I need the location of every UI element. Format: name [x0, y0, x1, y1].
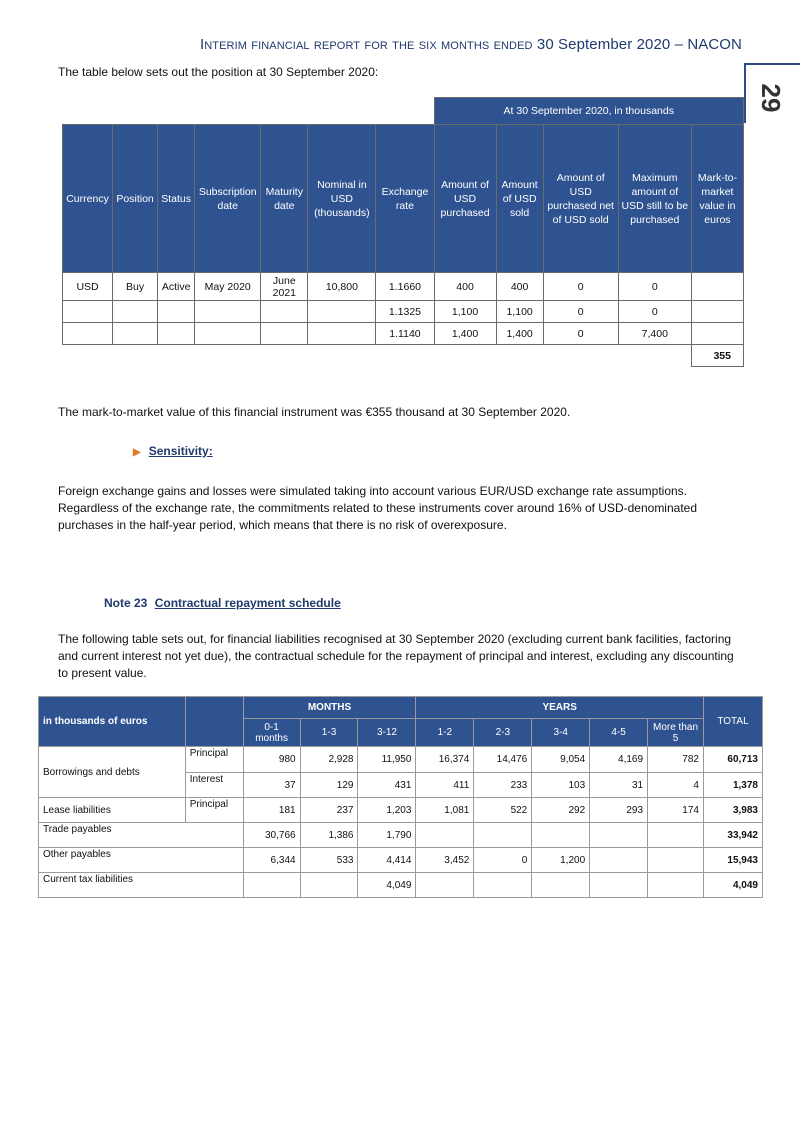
sensitivity-text: Foreign exchange gains and losses were simulated taking into account various EUR/USD exchange rate assumptions. Regardless of the exchange rate, the commitments related to these instruments cover around 16% of USD-denominated purchases in the half-year period, which means that there is no risk of overexposure.: [58, 484, 698, 532]
period-header: 0-1 months: [243, 719, 300, 747]
table-cell: [308, 323, 376, 345]
table-cell: [474, 823, 532, 848]
header-title-tail: 30 September 2020 – NACON: [536, 36, 742, 53]
table-row: [63, 273, 744, 301]
table-cell: 0: [474, 848, 532, 873]
table-cell: 293: [590, 798, 648, 823]
fx-group-header: At 30 September 2020, in thousands: [434, 98, 744, 125]
mtm-total: 355: [691, 345, 743, 367]
table-cell: [261, 301, 308, 323]
table-cell: 1,200: [532, 848, 590, 873]
table-cell: USD: [63, 273, 113, 301]
note-23-heading: [104, 596, 341, 610]
table-cell: 400: [496, 273, 543, 301]
table-cell: 1,100: [496, 301, 543, 323]
table-cell: 0: [543, 323, 618, 345]
table-cell: June 2021: [261, 273, 308, 301]
table-cell: 980: [243, 747, 300, 773]
period-header: 3-4: [532, 719, 590, 747]
table-cell: 1,100: [434, 301, 496, 323]
table-cell: 1,081: [416, 798, 474, 823]
sensitivity-heading-text: Sensitivity:: [148, 444, 213, 458]
table-cell: 31: [590, 773, 648, 798]
note-label: Note 23: [104, 596, 148, 610]
table-cell: May 2020: [195, 273, 261, 301]
table-cell: [590, 873, 648, 898]
table-cell: [63, 301, 113, 323]
period-header: 1-3: [300, 719, 358, 747]
table-cell: 233: [474, 773, 532, 798]
table-cell: [416, 873, 474, 898]
row-total: 15,943: [703, 848, 762, 873]
table-row: [63, 323, 744, 345]
table-cell: 431: [358, 773, 416, 798]
row-total: 33,942: [703, 823, 762, 848]
table-cell: 522: [474, 798, 532, 823]
table-cell: 10,800: [308, 273, 376, 301]
table-cell: 400: [434, 273, 496, 301]
table-cell: [648, 823, 704, 848]
months-header: MONTHS: [243, 697, 416, 719]
table-cell: Buy: [113, 273, 158, 301]
table-cell: 0: [618, 301, 691, 323]
table-cell: 4,169: [590, 747, 648, 773]
page-header: [200, 36, 742, 53]
table-cell: 4,414: [358, 848, 416, 873]
table-cell: 181: [243, 798, 300, 823]
table-cell: 1.1325: [376, 301, 434, 323]
table-cell: 1.1660: [376, 273, 434, 301]
table-cell: 14,476: [474, 747, 532, 773]
table-row: [39, 873, 763, 898]
table-cell: [691, 323, 743, 345]
table-cell: [532, 873, 590, 898]
table-cell: [590, 823, 648, 848]
period-header: 2-3: [474, 719, 532, 747]
table-cell: [195, 323, 261, 345]
total-header: TOTAL: [703, 697, 762, 747]
table-cell: [158, 323, 195, 345]
table-cell: 0: [618, 273, 691, 301]
fx-col-header: Exchange rate: [376, 125, 434, 273]
table-cell: [261, 323, 308, 345]
table-row: [39, 798, 763, 823]
fx-col-header: Amount of USD purchased net of USD sold: [543, 125, 618, 273]
row-label: Lease liabilities: [39, 798, 186, 823]
table-cell: 0: [543, 301, 618, 323]
table-cell: 37: [243, 773, 300, 798]
row-label: Other payables: [39, 848, 244, 873]
table-row: [39, 848, 763, 873]
sensitivity-heading: [133, 444, 213, 458]
table-cell: 4: [648, 773, 704, 798]
fx-col-header: Maximum amount of USD still to be purchased: [618, 125, 691, 273]
table-cell: [308, 301, 376, 323]
years-header: YEARS: [416, 697, 704, 719]
bullet-triangle-icon: ▶: [133, 447, 141, 458]
table-cell: 1,400: [434, 323, 496, 345]
fx-col-header: Mark-to-market value in euros: [691, 125, 743, 273]
table-cell: [158, 301, 195, 323]
note-title: Contractual repayment schedule: [154, 596, 341, 610]
table-cell: [590, 848, 648, 873]
table-row: [63, 301, 744, 323]
row-sub-label: Principal: [185, 747, 243, 773]
period-header: 4-5: [590, 719, 648, 747]
table-cell: 9,054: [532, 747, 590, 773]
table-cell: [532, 823, 590, 848]
row-sub-label: Interest: [185, 773, 243, 798]
table-cell: [63, 323, 113, 345]
table-cell: [113, 301, 158, 323]
table-cell: [300, 873, 358, 898]
table-cell: 1,400: [496, 323, 543, 345]
row-header-label: in thousands of euros: [39, 697, 186, 747]
fx-col-header: Nominal in USD (thousands): [308, 125, 376, 273]
table-cell: 174: [648, 798, 704, 823]
fx-col-header: Position: [113, 125, 158, 273]
table-cell: 129: [300, 773, 358, 798]
table-cell: 103: [532, 773, 590, 798]
row-label: Current tax liabilities: [39, 873, 244, 898]
row-label: Borrowings and debts: [39, 747, 186, 798]
fx-col-header: Amount of USD purchased: [434, 125, 496, 273]
period-header: 3-12: [358, 719, 416, 747]
table-cell: 292: [532, 798, 590, 823]
fx-col-header: Amount of USD sold: [496, 125, 543, 273]
table-cell: 4,049: [358, 873, 416, 898]
row-total: 1,378: [703, 773, 762, 798]
row-total: 60,713: [703, 747, 762, 773]
table-cell: 2,928: [300, 747, 358, 773]
table-cell: 533: [300, 848, 358, 873]
row-label: Trade payables: [39, 823, 244, 848]
table-cell: 30,766: [243, 823, 300, 848]
table-cell: 1.1140: [376, 323, 434, 345]
table-cell: 1,386: [300, 823, 358, 848]
table-cell: [416, 823, 474, 848]
fx-col-header: Maturity date: [261, 125, 308, 273]
table-cell: 1,203: [358, 798, 416, 823]
table-cell: 411: [416, 773, 474, 798]
table-row: [39, 823, 763, 848]
period-header: More than 5: [648, 719, 704, 747]
table-cell: 237: [300, 798, 358, 823]
intro-text: The table below sets out the position at 30 September 2020:: [58, 65, 379, 79]
table-cell: [195, 301, 261, 323]
table-cell: 16,374: [416, 747, 474, 773]
repayment-schedule-table: [38, 696, 763, 898]
table-cell: [648, 873, 704, 898]
row-sub-label: Principal: [185, 798, 243, 823]
sub-header-blank: [185, 697, 243, 747]
row-total: 3,983: [703, 798, 762, 823]
fx-col-header: Status: [158, 125, 195, 273]
page-number: 29: [756, 83, 787, 113]
table-cell: [243, 873, 300, 898]
table-cell: [474, 873, 532, 898]
table-cell: [691, 301, 743, 323]
table-cell: 1,790: [358, 823, 416, 848]
row-total: 4,049: [703, 873, 762, 898]
table-cell: 782: [648, 747, 704, 773]
table-cell: 7,400: [618, 323, 691, 345]
table-cell: 6,344: [243, 848, 300, 873]
fx-col-header: Currency: [63, 125, 113, 273]
table-cell: [691, 273, 743, 301]
fx-col-header: Subscription date: [195, 125, 261, 273]
table-cell: 3,452: [416, 848, 474, 873]
note-23-text: The following table sets out, for financial liabilities recognised at 30 September 2020 (excluding current bank facilities, factoring and current interest not yet due), the contractual schedule for the repayment of principal and interest, excluding any discounting to present value.: [58, 632, 734, 680]
fx-position-table: [62, 97, 744, 367]
table-cell: 0: [543, 273, 618, 301]
header-title: Interim financial report for the six months ended: [199, 36, 533, 53]
period-header: 1-2: [416, 719, 474, 747]
table-cell: Active: [158, 273, 195, 301]
table-row: [39, 747, 763, 773]
table-cell: [113, 323, 158, 345]
table-cell: [648, 848, 704, 873]
table-cell: 11,950: [358, 747, 416, 773]
mtm-text: The mark-to-market value of this financial instrument was €355 thousand at 30 September 2020.: [58, 405, 571, 419]
